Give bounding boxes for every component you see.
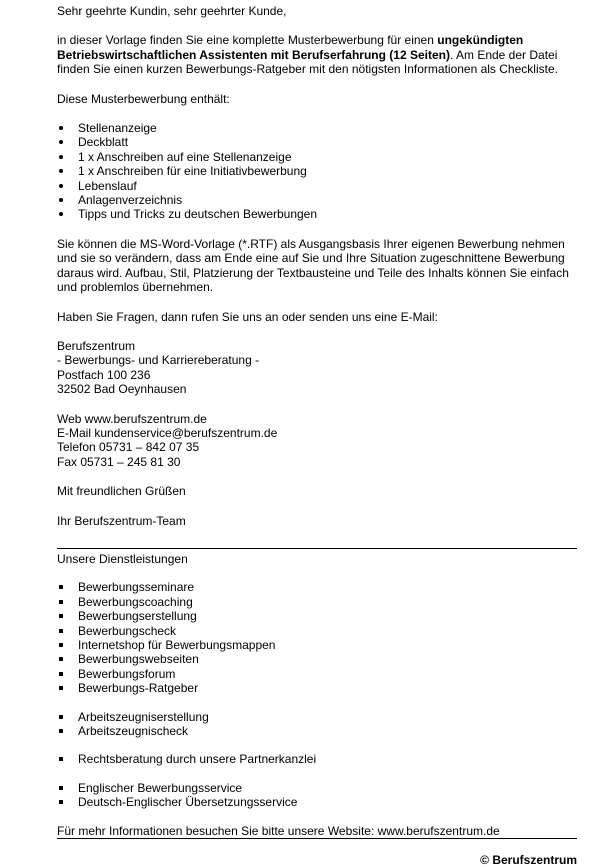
contents-list [57,121,577,222]
signature: Ihr Berufszentrum-Team [57,513,186,528]
list-item: 1 x Anschreiben für eine Initiativbewerbung [57,164,577,178]
list-item: Deutsch-Englischer Übersetzungsservice [57,795,577,809]
intro-text-end: . Am Ende der Datei finden Sie einen kurzen Bewerbungs-Ratgeber mit den nötigsten Informationen als Checkliste. [57,47,558,77]
list-item: Bewerbungsseminare [57,580,577,594]
salutation: Sehr geehrte Kundin, sehr geehrter Kunde, [57,4,287,18]
list-item: Englischer Bewerbungsservice [57,781,577,795]
contact-phone: Telefon 05731 – 842 07 35 [57,440,200,455]
contact-fax: Fax 05731 – 245 81 30 [57,454,181,469]
address-line: 32502 Bad Oeynhausen [57,382,187,397]
closing: Mit freundlichen Grüßen [57,484,186,499]
list-item: Internetshop für Bewerbungsmappen [57,638,577,652]
list-item: Tipps und Tricks zu deutschen Bewerbungen [57,207,577,221]
list-item: Bewerbungserstellung [57,609,577,623]
template-info-paragraph: Sie können die MS-Word-Vorlage (*.RTF) als Ausgangsbasis Ihrer eigenen Bewerbung nehmen und sie so verändern, dass am Ende eine auf Sie und Ihre Situation zugeschnittene Bewerbung daraus wird. Aufbau, Stil, Platzierung der Textbausteine und Teile des Inhalts können Sie einfach und problemlos übernehmen. [57,236,569,295]
postal-address [57,339,577,397]
address-line: Berufszentrum [57,338,136,353]
services-list-english [57,781,577,810]
services-list-legal [57,752,577,766]
contact-web: Web www.berufszentrum.de [57,411,207,426]
list-item: Bewerbungs-Ratgeber [57,681,577,695]
list-item: Arbeitszeugniserstellung [57,710,577,724]
list-item: Stellenanzeige [57,121,577,135]
intro-text-start: in dieser Vorlage finden Sie eine komplette Musterbewerbung für einen [57,33,438,48]
intro-paragraph [57,33,577,76]
contents-heading: Diese Musterbewerbung enthält: [57,91,230,106]
contact-details [57,412,577,470]
document-page [57,4,577,867]
address-line: Postfach 100 236 [57,367,151,382]
contact-email: E-Mail kundenservice@berufszentrum.de [57,425,278,440]
services-list-reference [57,710,577,739]
list-item: Lebenslauf [57,179,577,193]
list-item: Arbeitszeugnischeck [57,724,577,738]
services-list-application [57,580,577,695]
list-item: Bewerbungswebseiten [57,652,577,666]
list-item: Anlagenverzeichnis [57,193,577,207]
address-line: - Bewerbungs- und Karriereberatung - [57,353,260,368]
list-item: Bewerbungscheck [57,624,577,638]
list-item: Deckblatt [57,135,577,149]
copyright: © Berufszentrum [480,853,577,867]
questions-paragraph: Haben Sie Fragen, dann rufen Sie uns an oder senden uns eine E-Mail: [57,309,438,324]
more-info-line: Für mehr Informationen besuchen Sie bitte unsere Website: www.berufszentrum.de [57,823,500,838]
list-item: Rechtsberatung durch unsere Partnerkanzlei [57,752,577,766]
list-item: Bewerbungscoaching [57,595,577,609]
intro-position-title: ungekündigten Betriebswirtschaftlichen Assistenten mit Berufserfahrung (12 Seiten) [57,33,524,62]
list-item: Bewerbungsforum [57,667,577,681]
services-heading: Unsere Dienstleistungen [57,551,188,566]
list-item: 1 x Anschreiben auf eine Stellenanzeige [57,150,577,164]
